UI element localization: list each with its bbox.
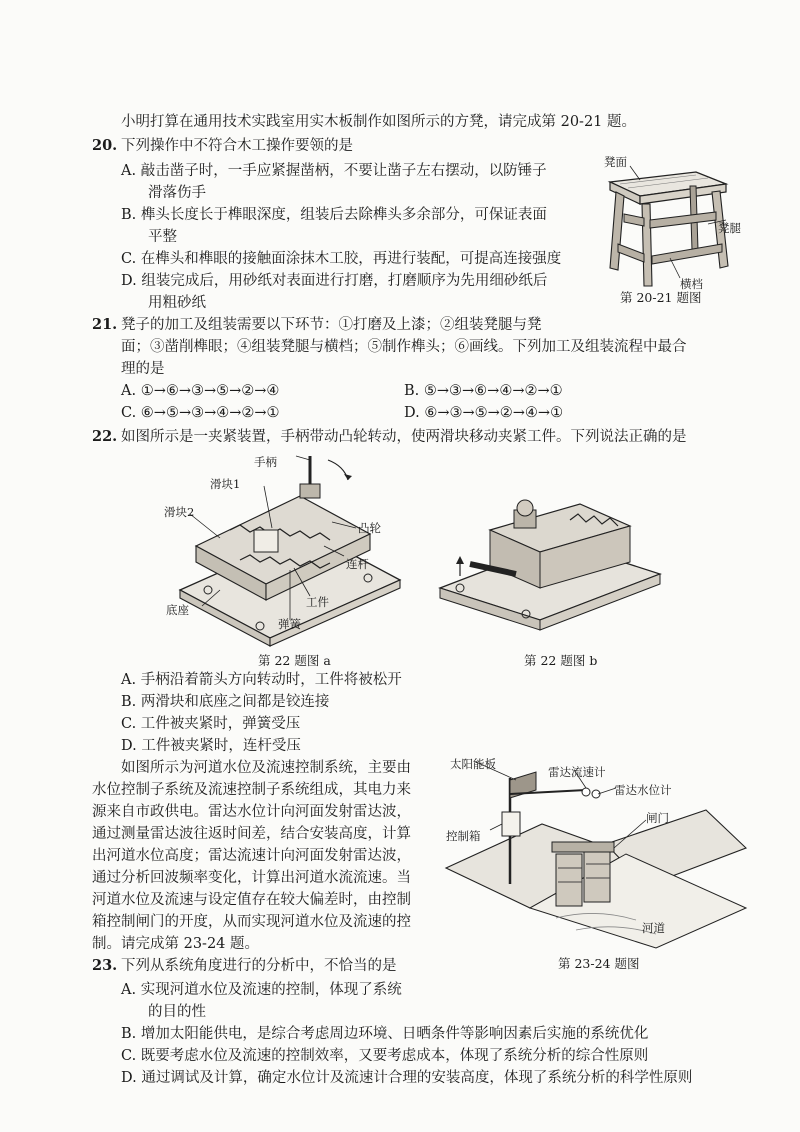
q22-number: 22. — [92, 428, 118, 445]
q20-number: 20. — [92, 137, 118, 154]
q23-number: 23. — [92, 957, 118, 974]
passage-line: 如图所示为河道水位及流速控制系统，主要由 — [121, 760, 411, 776]
stool-bar-label: 横档 — [680, 277, 703, 291]
fig22a-caption: 第 22 题图 a — [258, 653, 331, 668]
solar-panel-label: 太阳能板 — [450, 757, 496, 771]
q20-option-b-cont: 平整 — [148, 229, 177, 245]
radar-speed-label: 雷达流速计 — [548, 765, 606, 779]
q22-option-a: A. 手柄沿着箭头方向转动时，工件将被松开 — [121, 672, 402, 688]
q20-option-c: C. 在榫头和榫眼的接触面涂抹木工胶，再进行装配，可提高连接强度 — [121, 251, 562, 267]
base-label: 底座 — [166, 603, 189, 617]
passage-line: 水位控制子系统及流速控制子系统组成，其电力来 — [92, 782, 411, 798]
q21-option-c: C. ⑥→⑤→③→④→②→① — [121, 405, 280, 421]
q22-option-b: B. 两滑块和底座之间都是铰连接 — [121, 694, 330, 710]
river-system-figure — [446, 758, 746, 948]
spring-label: 弹簧 — [278, 617, 301, 631]
slider1-label: 滑块1 — [210, 477, 241, 491]
q22-option-c: C. 工件被夹紧时，弹簧受压 — [121, 716, 301, 732]
river-system-drawing — [446, 758, 746, 948]
fig22b-caption: 第 22 题图 b — [524, 653, 598, 668]
q22-option-d: D. 工件被夹紧时，连杆受压 — [121, 738, 301, 754]
q20-stem: 下列操作中不符合木工操作要领的是 — [121, 138, 353, 154]
passage-line: 出河道水位高度；雷达流速计向河面发射雷达波， — [92, 848, 411, 864]
passage-line: 通过分析回波频率变化，计算出河道水流流速。当 — [92, 870, 411, 886]
q21-stem-line1: 凳子的加工及组装需要以下环节：①打磨及上漆；②组装凳腿与凳 — [121, 317, 542, 333]
slider2-label: 滑块2 — [164, 505, 195, 519]
passage-line: 源来自市政供电。雷达水位计向河面发射雷达波， — [92, 804, 411, 820]
radar-level-label: 雷达水位计 — [614, 783, 672, 797]
passage-line: 制。请完成第 23-24 题。 — [92, 936, 260, 952]
intro-text: 小明打算在通用技术实践室用实木板制作如图所示的方凳，请完成第 20-21 题。 — [121, 114, 637, 130]
clamp-figure-b — [430, 470, 670, 640]
clamp-figure-a — [160, 450, 420, 640]
q23-option-a-cont: 的目的性 — [148, 1004, 206, 1020]
fig23-caption: 第 23-24 题图 — [558, 956, 640, 971]
q21-stem-line2: 面；③凿削榫眼；④组装凳腿与横档；⑤制作榫头；⑥画线。下列加工及组装流程中最合 — [121, 339, 687, 355]
q23-option-c: C. 既要考虑水位及流速的控制效率，又要考虑成本，体现了系统分析的综合性原则 — [121, 1048, 649, 1064]
stool-leg-label: 凳腿 — [718, 221, 741, 235]
q22-stem: 如图所示是一夹紧装置，手柄带动凸轮转动，使两滑块移动夹紧工件。下列说法正确的是 — [121, 429, 687, 445]
clamp-drawing-a — [160, 450, 420, 640]
link-label: 连杆 — [346, 557, 369, 571]
passage-line: 通过测量雷达波往返时间差，结合安装高度，计算 — [92, 826, 411, 842]
q21-number: 21. — [92, 316, 118, 333]
q20-option-a-cont: 滑落伤手 — [148, 185, 206, 201]
q20-option-d-cont: 用粗砂纸 — [148, 295, 206, 311]
q20-option-d: D. 组装完成后，用砂纸对表面进行打磨，打磨顺序为先用细砂纸后 — [121, 273, 548, 289]
river-label: 河道 — [642, 921, 665, 935]
stool-figure-caption: 第 20-21 题图 — [620, 290, 702, 305]
handle-label: 手柄 — [254, 455, 277, 469]
q21-option-d: D. ⑥→③→⑤→②→④→① — [404, 405, 564, 421]
passage-line: 箱控制闸门的开度，从而实现河道水位及流速的控 — [92, 914, 411, 930]
q23-stem: 下列从系统角度进行的分析中，不恰当的是 — [121, 958, 397, 974]
q20-option-a: A. 敲击凿子时，一手应紧握凿柄，不要让凿子左右摆动，以防锤子 — [121, 163, 547, 179]
q21-option-b: B. ⑤→③→⑥→④→②→① — [404, 383, 563, 399]
q23-option-b: B. 增加太阳能供电，是综合考虑周边环境、日晒条件等影响因素后实施的系统优化 — [121, 1026, 649, 1042]
workpiece-label: 工件 — [306, 595, 329, 609]
q23-option-a: A. 实现河道水位及流速的控制，体现了系统 — [121, 982, 402, 998]
q21-option-a: A. ①→⑥→③→⑤→②→④ — [121, 383, 280, 399]
gate-label: 闸门 — [646, 811, 669, 825]
q20-option-b: B. 榫头长度长于榫眼深度，组装后去除榫头多余部分，可保证表面 — [121, 207, 547, 223]
stool-figure — [600, 155, 741, 308]
stool-top-label: 凳面 — [604, 155, 627, 169]
passage-line: 河道水位及流速与设定值存在较大偏差时，由控制 — [92, 892, 411, 908]
control-box-label: 控制箱 — [446, 829, 481, 843]
q21-stem-line3: 理的是 — [121, 361, 165, 377]
clamp-drawing-b — [430, 470, 670, 640]
q23-option-d: D. 通过调试及计算，确定水位计及流速计合理的安装高度，体现了系统分析的科学性原则 — [121, 1070, 693, 1086]
cam-label: 凸轮 — [358, 521, 381, 535]
